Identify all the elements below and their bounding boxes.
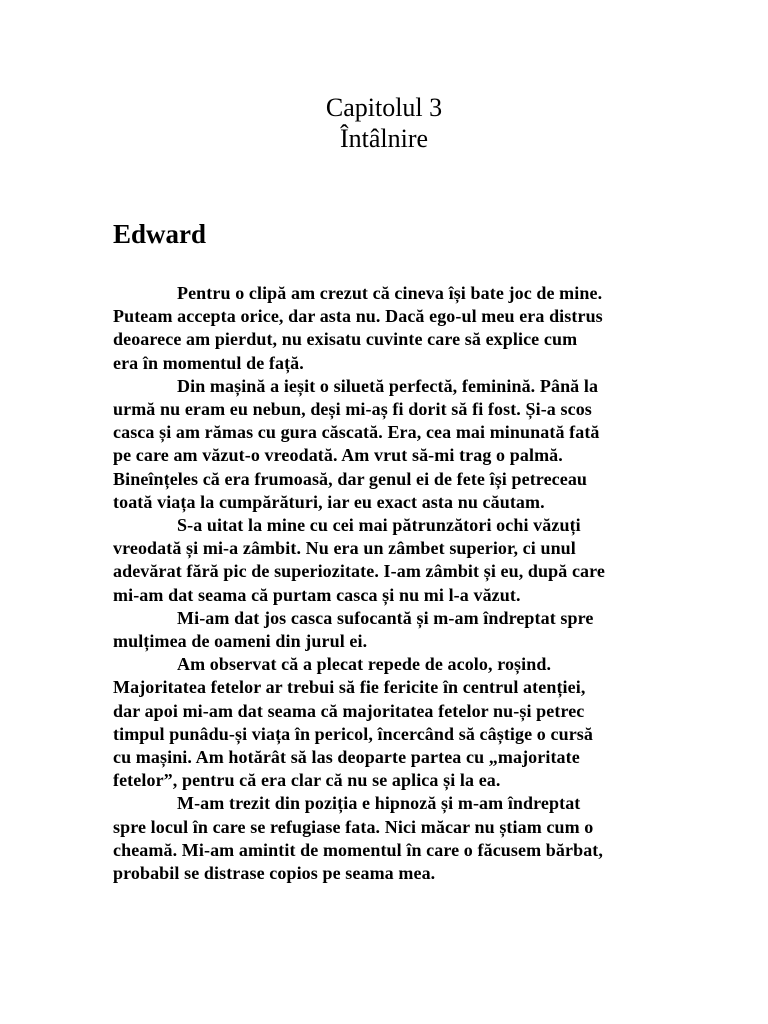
text-line: pe care am văzut-o vreodată. Am vrut să-mi trag o palmă. bbox=[113, 445, 563, 466]
chapter-number: Capitolul 3 bbox=[325, 93, 443, 122]
text-line: probabil se distrase copios pe seama mea. bbox=[113, 863, 436, 884]
text-line: Puteam accepta orice, dar asta nu. Dacă ego-ul meu era distrus bbox=[113, 306, 603, 327]
text-line: mi-am dat seama că purtam casca și nu mi l-a văzut. bbox=[113, 584, 521, 605]
text-line: casca și am rămas cu gura căscată. Era, cea mai minunată fată bbox=[113, 422, 600, 443]
text-line: M-am trezit din poziția e hipnoză și m-am îndreptat bbox=[177, 793, 581, 814]
text-line: spre locul în care se refugiase fata. Nici măcar nu știam cum o bbox=[113, 816, 594, 837]
text-line: Pentru o clipă am crezut că cineva își bate joc de mine. bbox=[177, 283, 603, 303]
narrator-heading: Edward bbox=[113, 219, 207, 249]
text-line: cheamă. Mi-am amintit de momentul în care o făcusem bărbat, bbox=[113, 839, 603, 860]
paragraph-1 bbox=[113, 282, 658, 375]
text-line: Din mașină a ieșit o siluetă perfectă, feminină. Până la bbox=[177, 375, 599, 396]
paragraph-6 bbox=[113, 792, 658, 885]
text-line: Majoritatea fetelor ar trebui să fie fericite în centrul atenției, bbox=[113, 677, 586, 698]
paragraph-4 bbox=[113, 607, 658, 653]
chapter-title: Întâlnire bbox=[339, 124, 429, 153]
text-line: mulțimea de oameni din jurul ei. bbox=[113, 631, 368, 652]
text-line: vreodată și mi-a zâmbit. Nu era un zâmbet superior, ci unul bbox=[113, 538, 576, 559]
text-line: timpul punâdu-și viața în pericol, încercând să câștige o cursă bbox=[113, 723, 593, 744]
paragraph-5 bbox=[113, 653, 658, 792]
chapter-body bbox=[113, 282, 658, 885]
text-line: dar apoi mi-am dat seama că majoritatea fetelor nu-și petrec bbox=[113, 700, 585, 721]
text-line: deoarece am pierdut, nu exisatu cuvinte care să explice cum bbox=[113, 329, 578, 350]
text-line: toată viața la cumpărături, iar eu exact asta nu căutam. bbox=[113, 491, 545, 512]
text-line: fetelor”, pentru că era clar că nu se aplica și la ea. bbox=[113, 770, 501, 791]
text-line: urmă nu eram eu nebun, deși mi-aș fi dorit să fi fost. Și-a scos bbox=[113, 399, 592, 420]
text-line: Am observat că a plecat repede de acolo, roșind. bbox=[177, 654, 552, 675]
text-line: Bineînțeles că era frumoasă, dar genul ei de fete își petreceau bbox=[113, 468, 588, 489]
text-line: cu mașini. Am hotărât să las deoparte partea cu „majoritate bbox=[113, 747, 580, 768]
text-line: S-a uitat la mine cu cei mai pătrunzători ochi văzuți bbox=[177, 515, 581, 536]
text-line: Mi-am dat jos casca sufocantă și m-am îndreptat spre bbox=[177, 607, 594, 628]
chapter-heading bbox=[0, 92, 768, 154]
text-line: era în momentul de față. bbox=[113, 352, 304, 373]
paragraph-2 bbox=[113, 375, 658, 514]
text-line: adevărat fără pic de superiozitate. I-am zâmbit și eu, după care bbox=[113, 561, 606, 582]
paragraph-3 bbox=[113, 514, 658, 607]
